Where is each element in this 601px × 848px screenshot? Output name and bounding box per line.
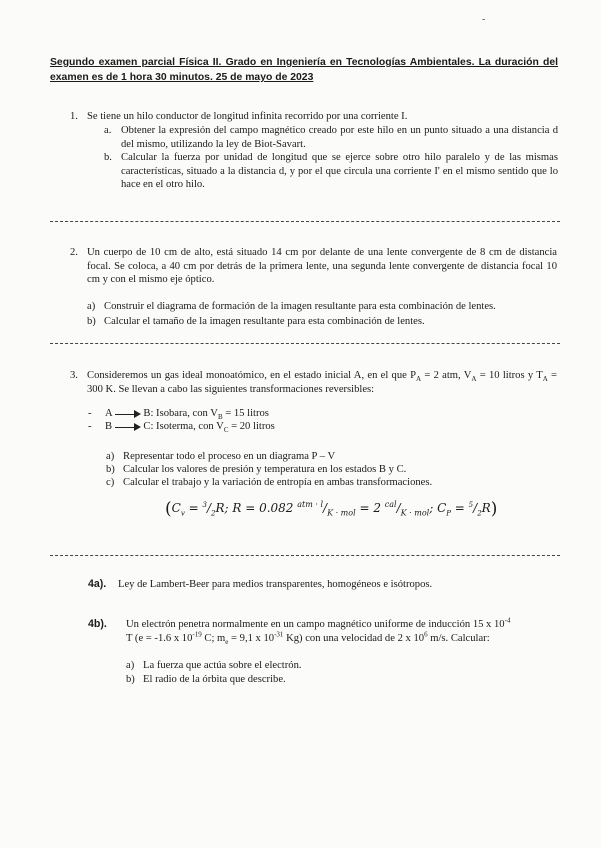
transformation-text: C: Isoterma, con $V_C = 20$ litros	[143, 421, 275, 435]
question-2-text: Un cuerpo de 10 cm de alto, está situado 14 cm por delante de una lente convergente de 8 cm de distancia focal. Se coloca, a 40 cm por detrás de la primera lente, una segunda lente convergente de distancia focal 10 cm y con el mismo eje óptico.	[87, 247, 557, 286]
constants-formula: ($C_v = ^3/_2R$; R = 0.082 $^{atm \cdot l}/_{K \cdot mol} = 2$ $^{cal}/_{K \cdot mol}$; $C_P = ^5/_2R$)	[165, 499, 498, 519]
question-1-text: Se tiene un hilo conductor de longitud infinita recorrido por una corriente I.	[87, 111, 408, 122]
part-label: a.	[104, 125, 112, 136]
part-label: a)	[106, 451, 115, 462]
part-label: c)	[106, 477, 115, 488]
part-text: Calcular el trabajo y la variación de entropía en ambas transformaciones.	[123, 477, 433, 488]
question-2-number: 2.	[70, 247, 78, 258]
part-text: Calcular los valores de presión y temperatura en los estados B y C.	[123, 464, 407, 475]
state-label: A	[105, 408, 113, 419]
part-label: b)	[106, 464, 115, 475]
state-label: B	[105, 421, 113, 432]
exam-title: Segundo examen parcial Física II. Grado en Ingeniería en Tecnologías Ambientales. La duración del examen es de 1 hora 30 minutos. 25 de mayo de 2023	[50, 57, 558, 83]
part-label: b)	[126, 674, 135, 685]
part-text: Calcular la fuerza por unidad de longitud que se ejerce sobre otro hilo paralelo y de las mismas características, situado a la distancia d, y por el que circula una corriente I' en el mismo sentido que lo hace en el otro hilo.	[121, 152, 558, 191]
part-label: b.	[104, 152, 112, 163]
question-4a-text: Ley de Lambert-Beer para medios transparentes, homogéneos e isótropos.	[118, 579, 433, 590]
separator-3	[50, 555, 560, 556]
part-label: a)	[126, 660, 135, 671]
transformation-text: B: Isobara, con $V_B = 15$ litros	[143, 408, 269, 422]
question-1-number: 1.	[70, 111, 78, 122]
bullet: -	[88, 421, 92, 432]
corner-mark: -	[482, 14, 486, 25]
bullet: -	[88, 408, 92, 419]
question-4b-line-1: Un electrón penetra normalmente en un campo magnético uniforme de inducción 15 x $10^{-4}$	[126, 616, 511, 630]
question-3-text: Consideremos un gas ideal monoatómico, en el estado inicial A, en el que $P_A = 2$ atm, $V_A = 10$ litros y $T_A = 300$ K. Se llevan a cabo las siguientes transformaciones reversibles:	[87, 370, 558, 395]
part-text: Obtener la expresión del campo magnético creado por este hilo en un punto situado a una distancia d del mismo, utilizando la ley de Biot-Savart.	[121, 125, 558, 150]
part-text: Representar todo el proceso en un diagrama P – V	[123, 451, 336, 462]
part-text: El radio de la órbita que describe.	[143, 674, 286, 685]
part-text: Calcular el tamaño de la imagen resultante para esta combinación de lentes.	[104, 316, 425, 327]
separator-2	[50, 343, 560, 344]
part-label: b)	[87, 316, 96, 327]
part-label: a)	[87, 301, 96, 312]
separator-1	[50, 221, 560, 222]
question-4b-number: 4b).	[88, 618, 107, 630]
part-text: Construir el diagrama de formación de la imagen resultante para esta combinación de lentes.	[104, 301, 496, 312]
part-text: La fuerza que actúa sobre el electrón.	[143, 660, 302, 671]
question-3-number: 3.	[70, 370, 78, 381]
question-4b-line-2: T (e = -1.6 x $10^{-19}$ C; $m_e = 9,1$ x $10^{-31}$ Kg) con una velocidad de 2 x $10^6$ m/s. Calcular:	[126, 630, 490, 647]
question-4a-number: 4a).	[88, 578, 107, 590]
